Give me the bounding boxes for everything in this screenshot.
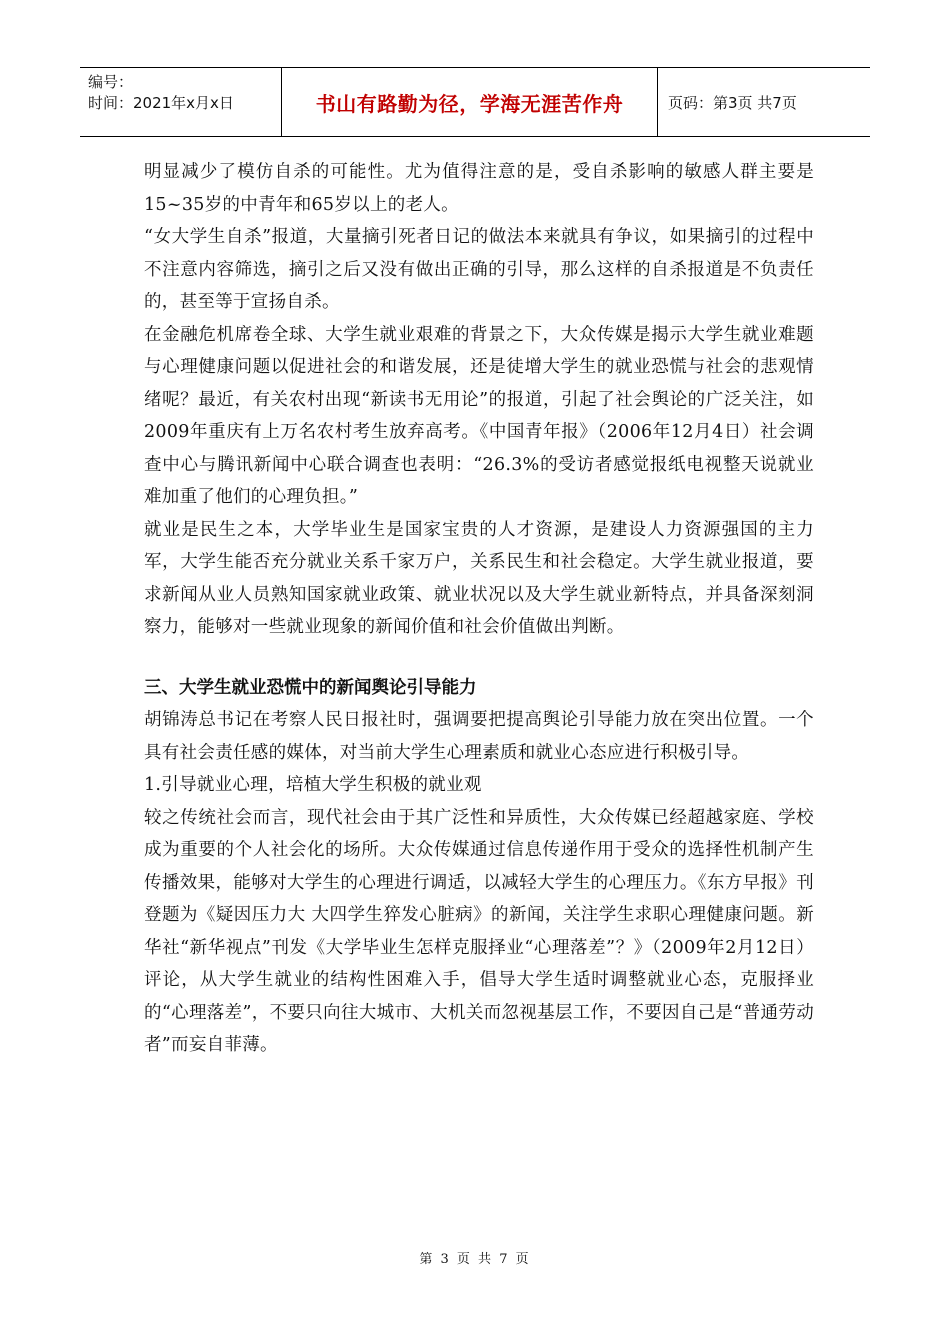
date-label: 时间：2021年x月x日: [88, 94, 234, 112]
paragraph: 胡锦涛总书记在考察人民日报社时，强调要把提高舆论引导能力放在突出位置。一个具有社会责任感的媒体，对当前大学生心理素质和就业心态应进行积极引导。: [144, 710, 814, 763]
page-header: [80, 67, 870, 137]
paragraph: “女大学生自杀”报道，大量摘引死者日记的做法本来就具有争议，如果摘引的过程中不注意内容筛选，摘引之后又没有做出正确的引导，那么这样的自杀报道是不负责任的，甚至等于宣扬自杀。: [144, 227, 814, 312]
subheading: 1.引导就业心理，培植大学生积极的就业观: [144, 775, 482, 795]
paragraph: 在金融危机席卷全球、大学生就业艰难的背景之下，大众传媒是揭示大学生就业难题与心理健康问题以促进社会的和谐发展，还是徒增大学生的就业恐慌与社会的悲观情绪呢？最近，有关农村出现“新读书无用论”的报道，引起了社会舆论的广泛关注，如2009年重庆有上万名农村考生放弃高考。《中国青年报》（2006年12月4日）社会调查中心与腾讯新闻中心联合调查也表明：“26.3%的受访者感觉报纸电视整天说就业难加重了他们的心理负担。”: [144, 324, 814, 507]
section-spacer: [144, 644, 814, 672]
paragraph: 较之传统社会而言，现代社会由于其广泛性和异质性，大众传媒已经超越家庭、学校成为重要的个人社会化的场所。大众传媒通过信息传递作用于受众的选择性机制产生传播效果，能够对大学生的心理进行调适，以减轻大学生的心理压力。《东方早报》刊登题为《疑因压力大 大四学生猝发心脏病》的新闻，关注学生求职心理健康问题。新华社“新华视点”刊发《大学毕业生怎样克服择业“心理落差”？》（2009年2月12日）评论，从大学生就业的结构性困难入手，倡导大学生适时调整就业心态，克服择业的“心理落差”，不要只向往大城市、大机关而忽视基层工作，不要因自己是“普通劳动者”而妄自菲薄。: [144, 807, 814, 1055]
header-motto-cell: [282, 68, 658, 136]
header-motto: 书山有路勤为径，学海无涯苦作舟: [315, 91, 624, 116]
page-footer: 第 3 页 共 7 页: [419, 1252, 531, 1267]
document-body: [144, 156, 814, 1062]
paragraph: 就业是民生之本，大学毕业生是国家宝贵的人才资源，是建设人力资源强国的主力军，大学生能否充分就业关系千家万户，关系民生和社会稳定。大学生就业报道，要求新闻从业人员熟知国家就业政策、就业状况以及大学生就业新特点，并具备深刻洞察力，能够对一些就业现象的新闻价值和社会价值做出判断。: [144, 519, 814, 637]
header-page-info: 页码：第3页 共7页: [668, 93, 797, 112]
paragraph: 明显减少了模仿自杀的可能性。尤为值得注意的是，受自杀影响的敏感人群主要是15~35岁的中青年和65岁以上的老人。: [144, 162, 814, 215]
section-heading: 三、大学生就业恐慌中的新闻舆论引导能力: [144, 677, 477, 698]
number-label: 编号：: [88, 73, 134, 91]
header-meta: [80, 68, 282, 136]
